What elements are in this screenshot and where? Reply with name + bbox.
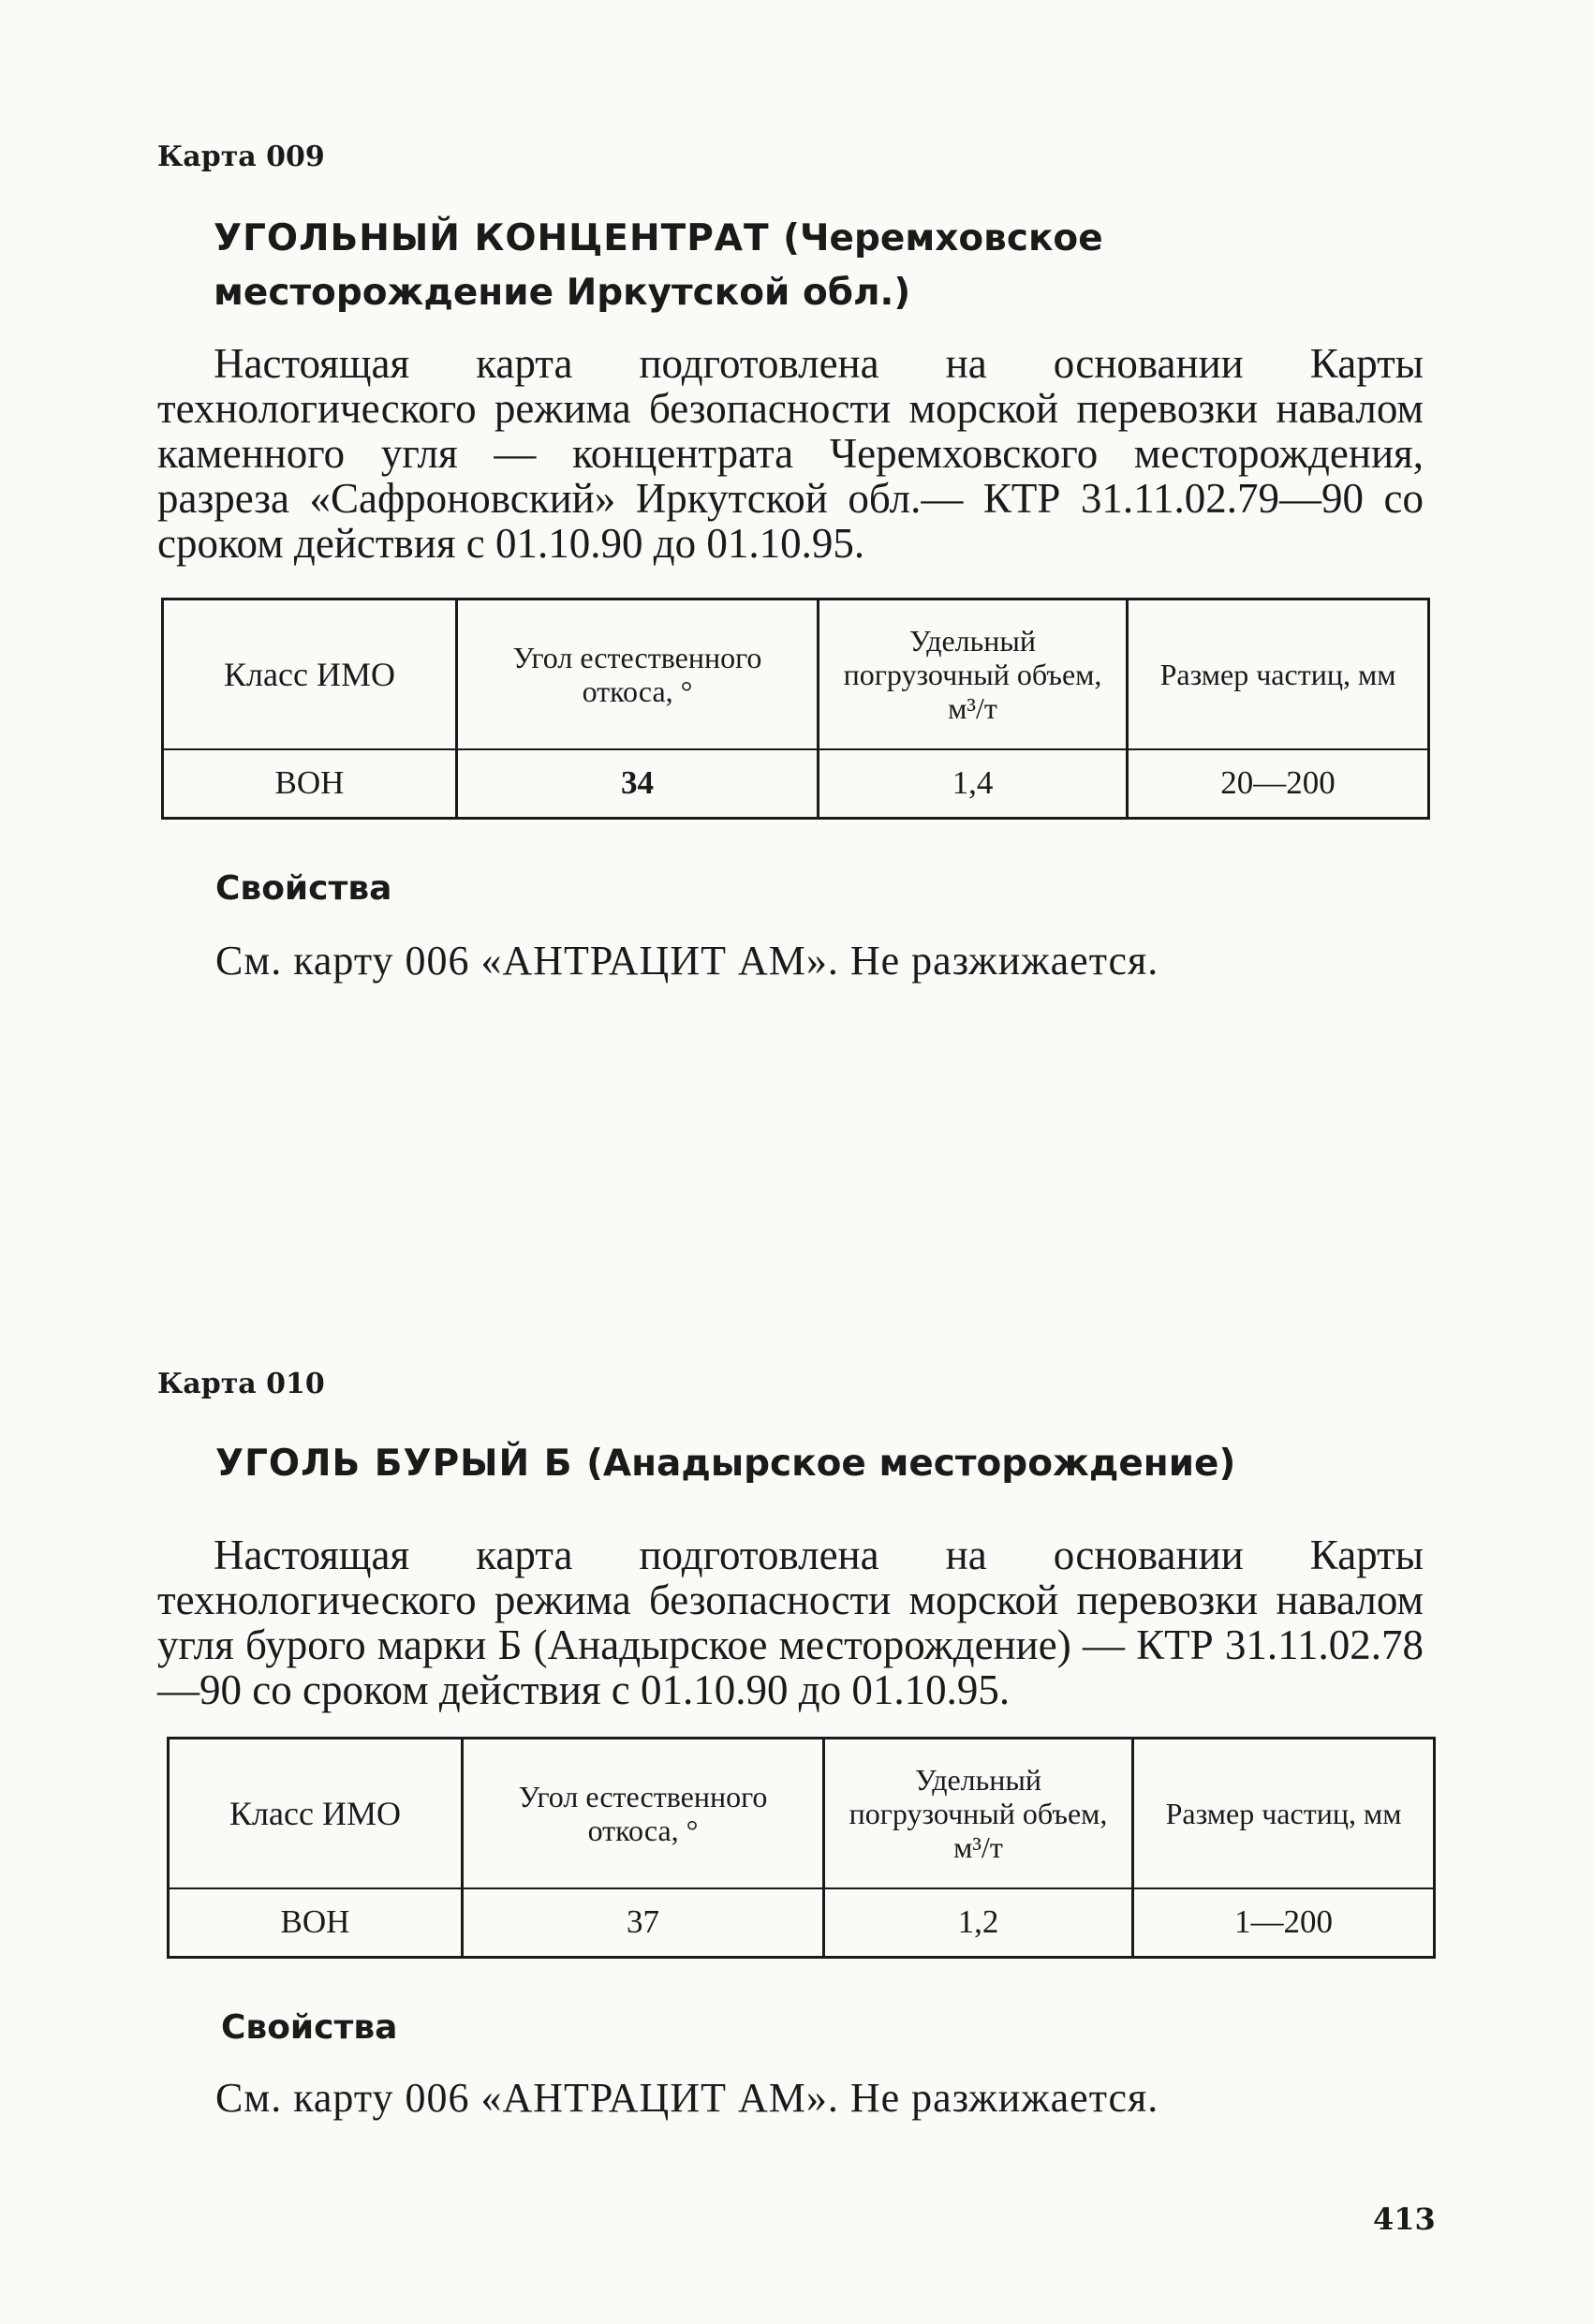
card-010-title [215,1437,1433,1491]
table-cell-particle-size: 20—200 [1128,749,1429,819]
table-cell-repose-angle: 37 [463,1888,824,1958]
table-header-repose-angle: Угол естественного откоса, ° [457,600,819,749]
page-number: 413 [1373,2201,1436,2237]
card-010-title-sub: (Анадырское месторождение) [586,1443,1236,1485]
table-header-repose-angle: Угол естественного откоса, ° [463,1739,824,1888]
card-010-table [167,1737,1436,1959]
card-009-description [157,341,1424,566]
table-cell-imo-class: ВОН [169,1888,463,1958]
card-009-label: Карта 009 [157,141,325,173]
table-header-imo-class: Класс ИМО [163,600,457,749]
table-header-stowage-factor: Удельный погрузочный объем, м³/т [819,600,1128,749]
table-cell-stowage-factor: 1,2 [824,1888,1133,1958]
card-009-title [214,212,1431,320]
table-header-stowage-factor: Удельный погрузочный объем, м³/т [824,1739,1133,1888]
table-cell-stowage-factor: 1,4 [819,749,1128,819]
card-010-description-text: Настоящая карта подготовлена на основании Карты технологического режима безопасности морской перевозки навалом угля бурого марки Б (Анадырское месторождение) — КТР 31.11.02.78—90 со сроком действия с 01.10.90 до 01.10.95. [157,1532,1424,1713]
table-cell-repose-angle: 34 [457,749,819,819]
card-010-properties-heading: Свойства [221,2008,398,2047]
table-cell-imo-class: ВОН [163,749,457,819]
table-header-particle-size: Размер частиц, мм [1133,1739,1435,1888]
card-010-title-main: УГОЛЬ БУРЫЙ Б [215,1443,573,1485]
table-header-imo-class: Класс ИМО [169,1739,463,1888]
card-009-description-text: Настоящая карта подготовлена на основании Карты технологического режима безопасности морской перевозки навалом каменного угля — концентрата Черемховского месторождения, разреза «Сафроновский» Иркутской обл.— КТР 31.11.02.79—90 со сроком действия с 01.10.90 до 01.10.95. [157,340,1424,567]
table-cell-particle-size: 1—200 [1133,1888,1435,1958]
table-header-particle-size: Размер частиц, мм [1128,600,1429,749]
card-010-description [157,1532,1424,1712]
card-010-properties-text: См. карту 006 «АНТРАЦИТ АМ». Не разжижается. [215,2075,1159,2121]
card-009-title-sub: (Черемховское месторождение Иркутской обл.) [214,217,1103,314]
card-009-title-main: УГОЛЬНЫЙ КОНЦЕНТРАТ [214,217,770,259]
card-010-label: Карта 010 [157,1368,325,1400]
card-009-properties-heading: Свойства [215,869,392,908]
card-009-table [161,598,1430,820]
card-009-properties-text: См. карту 006 «АНТРАЦИТ АМ». Не разжижается. [215,938,1159,984]
